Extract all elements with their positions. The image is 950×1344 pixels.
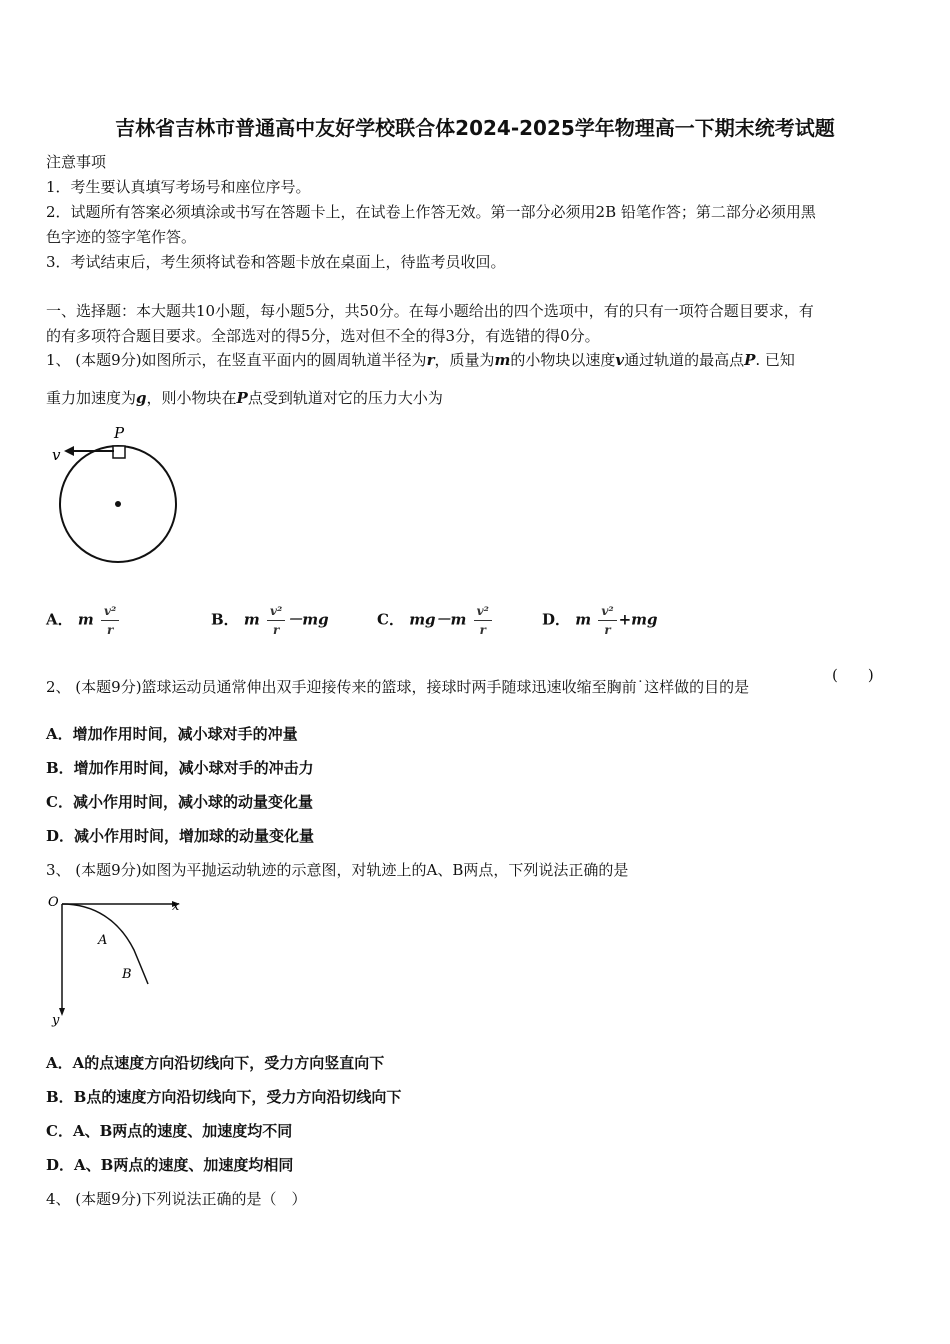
label-O: O [48, 895, 59, 910]
q1-circle-figure [46, 420, 186, 575]
q2-option-b: B．增加作用时间，减小球对手的冲击力 [46, 759, 314, 777]
section-instruction: 的有多项符合题目要求。全部选对的得5分，选对但不全的得3分，有选错的得0分。 [46, 327, 600, 345]
notes-heading: 注意事项 [46, 153, 107, 171]
label-B: B [122, 967, 132, 982]
exam-title: 吉林省吉林市普通高中友好学校联合体2024-2025学年物理高一下期末统考试题 [115, 116, 835, 140]
q3-projectile-figure [44, 892, 194, 1030]
q3-option-a: A．A的点速度方向沿切线向下，受力方向竖直向下 [46, 1054, 385, 1072]
q1-option-b: B． m $\frac{\text{v²}}{r}$ －mg [211, 604, 329, 637]
y-axis-arrow-icon [59, 1008, 65, 1016]
arrow-head-icon [64, 446, 74, 456]
q1-stem-line2: 重力加速度为g，则小物块在P点受到轨道对它的压力大小为 [46, 389, 443, 407]
q3-option-b: B．B点的速度方向沿切线向下，受力方向沿切线向下 [46, 1088, 402, 1106]
q3-stem: 3、 (本题9分)如图为平抛运动轨迹的示意图，对轨迹上的A、B两点，下列说法正确的是 [46, 861, 629, 879]
section-instruction: 一、选择题：本大题共10小题，每小题5分，共50分。在每小题给出的四个选项中，有的只有一项符合题目要求，有 [46, 302, 814, 320]
label-P: P [114, 424, 125, 442]
notes-item: 色字迹的签字笔作答。 [46, 228, 197, 246]
label-x: x [172, 899, 180, 914]
q3-option-c: C．A、B两点的速度、加速度均不同 [46, 1122, 293, 1140]
q3-option-d: D．A、B两点的速度、加速度均相同 [46, 1156, 294, 1174]
q2-option-a: A．增加作用时间，减小球对手的冲量 [46, 725, 298, 743]
q1-option-d: D． m $\frac{\text{v²}}{r}$ +mg [542, 604, 658, 637]
q2-answer-paren: ( ) [832, 666, 874, 684]
notes-item: 1．考生要认真填写考场号和座位序号。 [46, 178, 311, 196]
q1-stem-line1: 1、 (本题9分)如图所示，在竖直平面内的圆周轨道半径为r，质量为m的小物块以速度v通过轨道的最高点P. 已知 [46, 351, 795, 369]
q1-option-c: C． mg－m $\frac{\text{v²}}{r}$ [377, 604, 494, 637]
q2-option-c: C．减小作用时间，减小球的动量变化量 [46, 793, 313, 811]
q2-option-d: D．减小作用时间，增加球的动量变化量 [46, 827, 315, 845]
block [113, 446, 125, 458]
notes-item: 2．试题所有答案必须填涂或书写在答题卡上，在试卷上作答无效。第一部分必须用2B 铅笔作答；第二部分必须用黑 [46, 203, 816, 221]
label-v: v [52, 446, 61, 464]
label-A: A [98, 933, 108, 948]
q4-stem: 4、 (本题9分)下列说法正确的是（ ） [46, 1190, 307, 1208]
q2-stem: 2、 (本题9分)篮球运动员通常伸出双手迎接传来的篮球，接球时两手随球迅速收缩至胸前˙这样做的目的是 [46, 678, 750, 696]
label-y: y [52, 1013, 60, 1028]
center-dot [115, 501, 121, 507]
notes-item: 3．考试结束后，考生须将试卷和答题卡放在桌面上，待监考员收回。 [46, 253, 506, 271]
q1-option-a: A． m $\frac{\text{v²}}{r}$ [46, 604, 121, 637]
